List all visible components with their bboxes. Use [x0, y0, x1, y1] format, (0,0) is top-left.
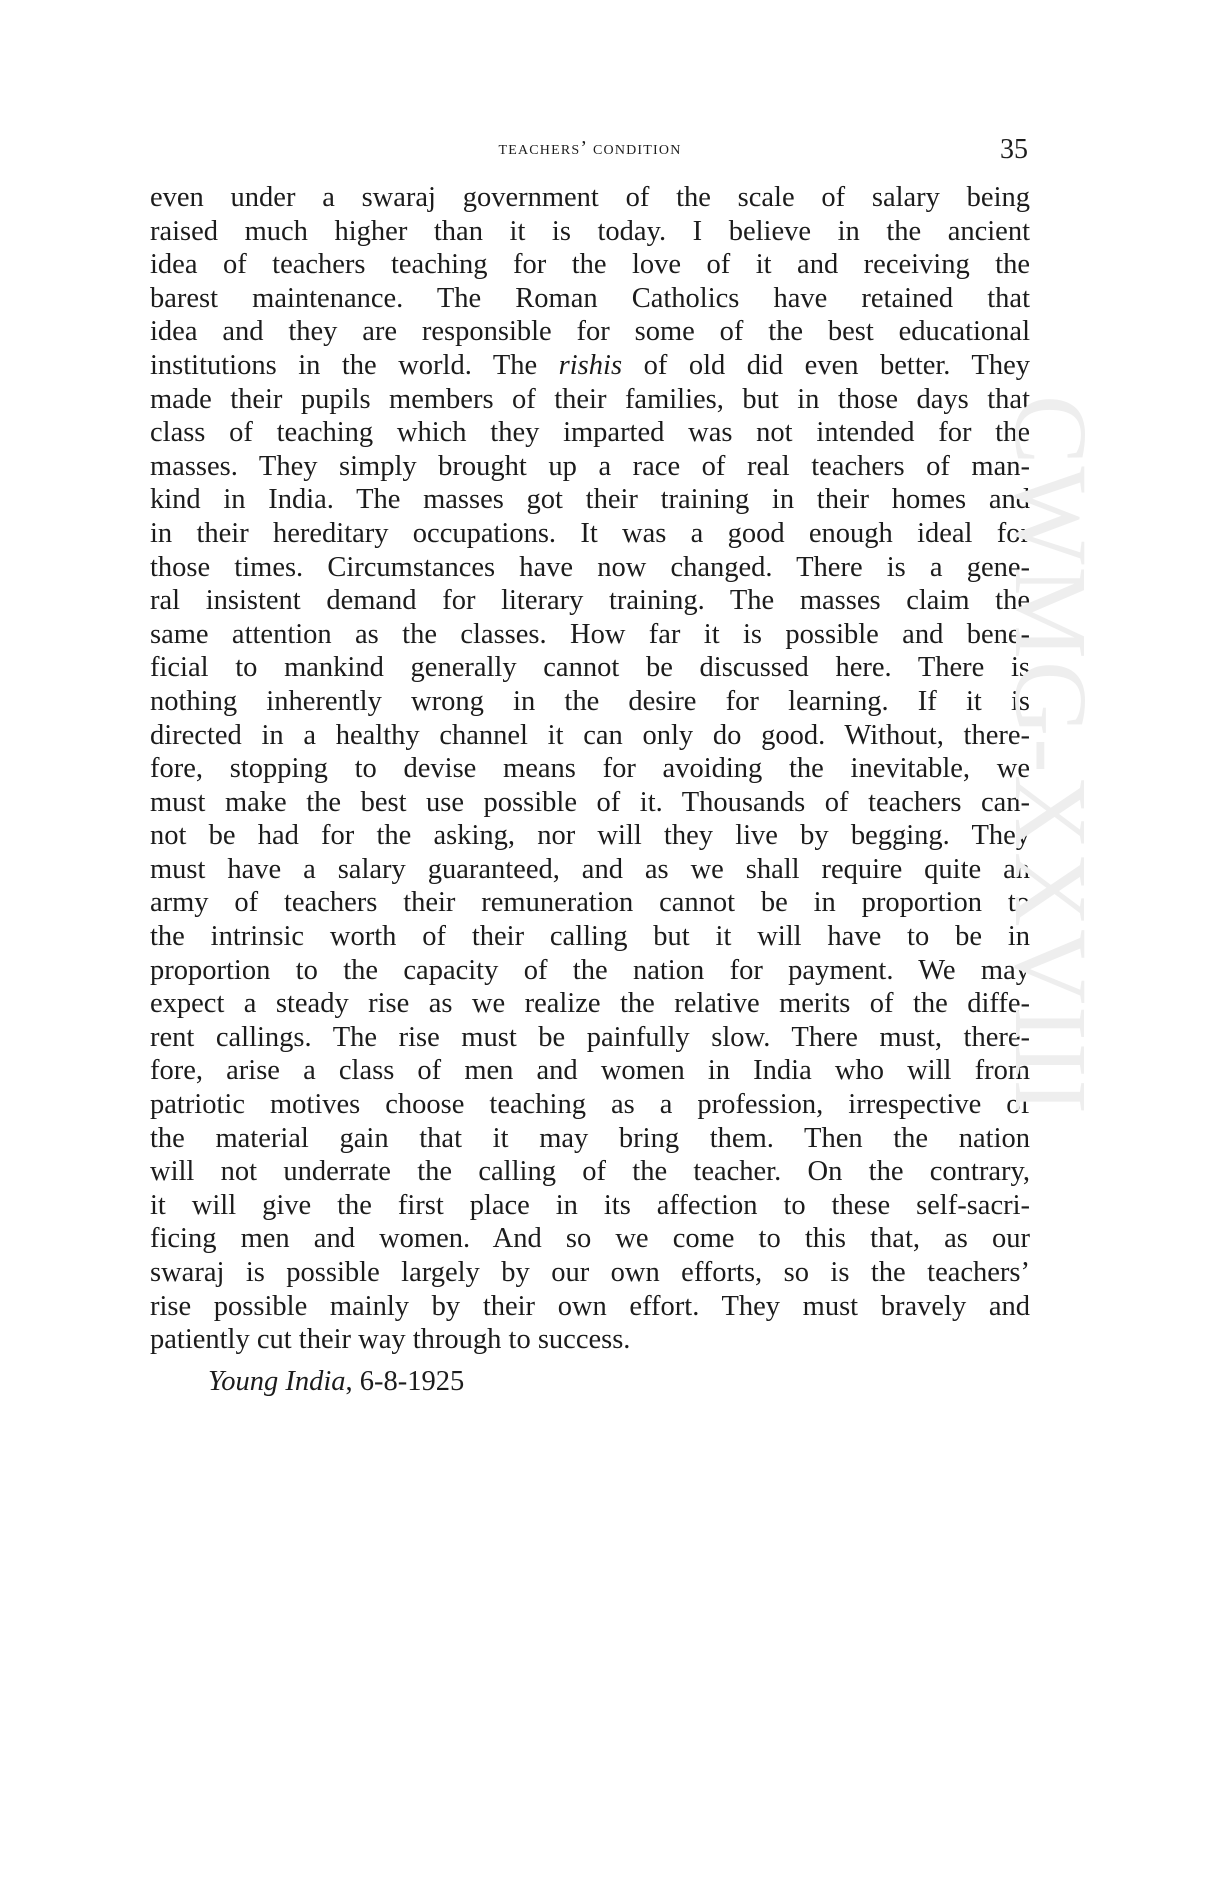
running-header	[150, 134, 1030, 166]
text-line: in their hereditary occupations. It was a good enough ideal for	[150, 517, 1030, 549]
text-line: rise possible mainly by their own effort. They must bravely and	[150, 1290, 1030, 1322]
text-line: fore, arise a class of men and women in India who will from	[150, 1055, 1030, 1087]
text-line: patriotic motives choose teaching as a profession, irrespective of	[150, 1089, 1030, 1121]
page-number: 35	[1000, 134, 1028, 165]
text-line-segment: of old did even better. They	[622, 349, 1030, 381]
text-line: ficing men and women. And so we come to this that, as our	[150, 1223, 1030, 1255]
text-line: nothing inherently wrong in the desire for learning. If it is	[150, 685, 1030, 717]
running-title: teachers’ condition	[498, 137, 682, 159]
text-line: patiently cut their way through to success.	[150, 1324, 631, 1356]
text-line: not be had for the asking, nor will they live by begging. They	[150, 820, 1030, 852]
text-line: masses. They simply brought up a race of real teachers of man-	[150, 450, 1030, 482]
text-line: will not underrate the calling of the teacher. On the contrary,	[150, 1156, 1030, 1188]
text-line: kind in India. The masses got their training in their homes and	[150, 484, 1030, 516]
text-line: those times. Circumstances have now changed. There is a gene-	[150, 551, 1030, 583]
text-line: proportion to the capacity of the nation for payment. We may	[150, 954, 1030, 986]
text-line: swaraj is possible largely by our own efforts, so is the teachers’	[150, 1257, 1030, 1288]
text-line: must make the best use possible of it. Thousands of teachers can-	[150, 786, 1030, 818]
text-line: barest maintenance. The Roman Catholics have retained that	[150, 282, 1030, 314]
source-title: Young India	[208, 1366, 346, 1397]
text-line: class of teaching which they imparted was not intended for the	[150, 417, 1030, 449]
text-line: fore, stopping to devise means for avoiding the inevitable, we	[150, 753, 1030, 785]
text-line: expect a steady rise as we realize the relative merits of the diffe-	[150, 988, 1030, 1020]
watermark-text: CWMG-XXVIII	[993, 395, 1108, 1116]
text-line: raised much higher than it is today. I believe in the ancient	[150, 215, 1030, 247]
body-text	[150, 181, 1030, 1357]
text-line: army of teachers their remuneration cannot be in proportion to	[150, 887, 1030, 919]
text-line: ral insistent demand for literary training. The masses claim the	[150, 585, 1030, 617]
text-line: it will give the first place in its affection to these self-sacri-	[150, 1189, 1030, 1221]
text-line	[150, 349, 1030, 383]
source-date: , 6-8-1925	[345, 1366, 465, 1397]
text-line: rent callings. The rise must be painfully slow. There must, there-	[150, 1021, 1030, 1053]
text-line: idea and they are responsible for some of the best educational	[150, 316, 1030, 348]
text-line: the material gain that it may bring them. Then the nation	[150, 1122, 1030, 1154]
text-line: made their pupils members of their families, but in those days that	[150, 383, 1030, 415]
text-line: even under a swaraj government of the scale of salary being	[150, 182, 1030, 213]
source-citation	[208, 1366, 464, 1398]
text-line: ficial to mankind generally cannot be discussed here. There is	[150, 652, 1030, 684]
text-line: must have a salary guaranteed, and as we shall require quite an	[150, 853, 1030, 885]
text-line: the intrinsic worth of their calling but it will have to be in	[150, 921, 1030, 953]
text-line: idea of teachers teaching for the love of it and receiving the	[150, 249, 1030, 281]
text-line: directed in a healthy channel it can only do good. Without, there-	[150, 719, 1030, 751]
italic-term: rishis	[558, 349, 623, 381]
text-line: same attention as the classes. How far it is possible and bene-	[150, 618, 1030, 650]
text-line-segment: institutions in the world. The	[150, 349, 559, 381]
